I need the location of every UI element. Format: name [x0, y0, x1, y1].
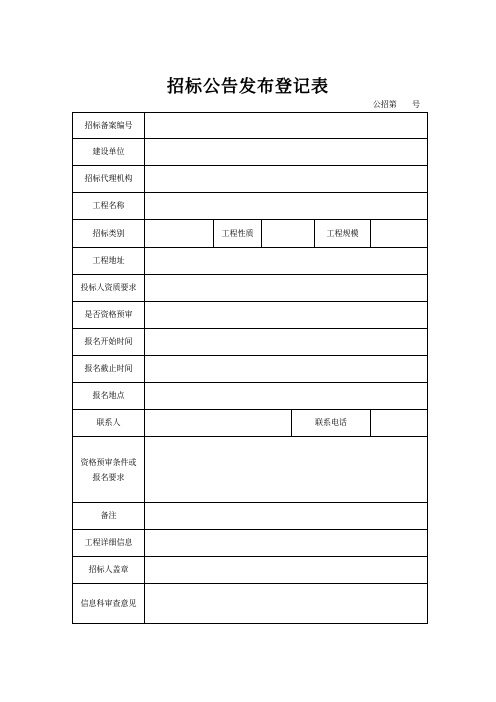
requirements-label [73, 437, 145, 503]
row-review [73, 584, 428, 624]
registration-end-label: 报名截止时间 [73, 356, 145, 383]
project-nature-field[interactable] [262, 220, 315, 248]
tenderer-seal-label: 招标人盖章 [73, 557, 145, 584]
project-address-label: 工程地址 [73, 248, 145, 275]
record-number-field[interactable] [145, 113, 428, 139]
project-address-field[interactable] [145, 248, 428, 275]
row-construction-unit [73, 139, 428, 166]
remarks-field[interactable] [145, 503, 428, 530]
review-opinion-label: 信息科审查意见 [73, 584, 145, 624]
row-prequalification [73, 302, 428, 329]
bidder-qualification-field[interactable] [145, 275, 428, 302]
record-number-label: 招标备案编号 [73, 113, 145, 139]
row-registration-location [73, 383, 428, 410]
document-number: 公招第 号 [372, 100, 420, 109]
construction-unit-field[interactable] [145, 139, 428, 166]
project-scale-label: 工程规模 [315, 220, 371, 248]
project-details-field[interactable] [145, 530, 428, 557]
agency-label: 招标代理机构 [73, 166, 145, 193]
contact-phone-field[interactable] [371, 410, 428, 437]
review-opinion-field[interactable] [145, 584, 428, 624]
requirements-label-line2: 报名要求 [92, 472, 125, 482]
row-agency [73, 166, 428, 193]
row-project-details [73, 530, 428, 557]
agency-field[interactable] [145, 166, 428, 193]
registration-form-table [72, 112, 428, 624]
category-label: 招标类别 [73, 220, 145, 248]
row-seal [73, 557, 428, 584]
project-name-label: 工程名称 [73, 193, 145, 220]
prequalification-field[interactable] [145, 302, 428, 329]
project-scale-field[interactable] [371, 220, 428, 248]
requirements-field[interactable] [145, 437, 428, 503]
project-nature-label: 工程性质 [214, 220, 262, 248]
row-contact [73, 410, 428, 437]
bidder-qualification-label: 投标人资质要求 [73, 275, 145, 302]
contact-phone-label: 联系电话 [292, 410, 371, 437]
registration-start-label: 报名开始时间 [73, 329, 145, 356]
remarks-label: 备注 [73, 503, 145, 530]
row-registration-start [73, 329, 428, 356]
project-details-label: 工程详细信息 [73, 530, 145, 557]
category-field[interactable] [145, 220, 214, 248]
registration-start-field[interactable] [145, 329, 428, 356]
requirements-label-line1: 资格预审条件或 [80, 457, 137, 467]
row-requirements [73, 437, 428, 503]
prequalification-label: 是否资格预审 [73, 302, 145, 329]
tenderer-seal-field[interactable] [145, 557, 428, 584]
registration-end-field[interactable] [145, 356, 428, 383]
row-bidder-qualification [73, 275, 428, 302]
row-registration-end [73, 356, 428, 383]
row-record-number [73, 113, 428, 139]
row-category [73, 220, 428, 248]
contact-person-field[interactable] [145, 410, 292, 437]
project-name-field[interactable] [145, 193, 428, 220]
contact-person-label: 联系人 [73, 410, 145, 437]
row-address [73, 248, 428, 275]
registration-location-label: 报名地点 [73, 383, 145, 410]
registration-location-field[interactable] [145, 383, 428, 410]
row-project-name [73, 193, 428, 220]
construction-unit-label: 建设单位 [73, 139, 145, 166]
row-remarks [73, 503, 428, 530]
form-title: 招标公告发布登记表 [167, 77, 329, 97]
